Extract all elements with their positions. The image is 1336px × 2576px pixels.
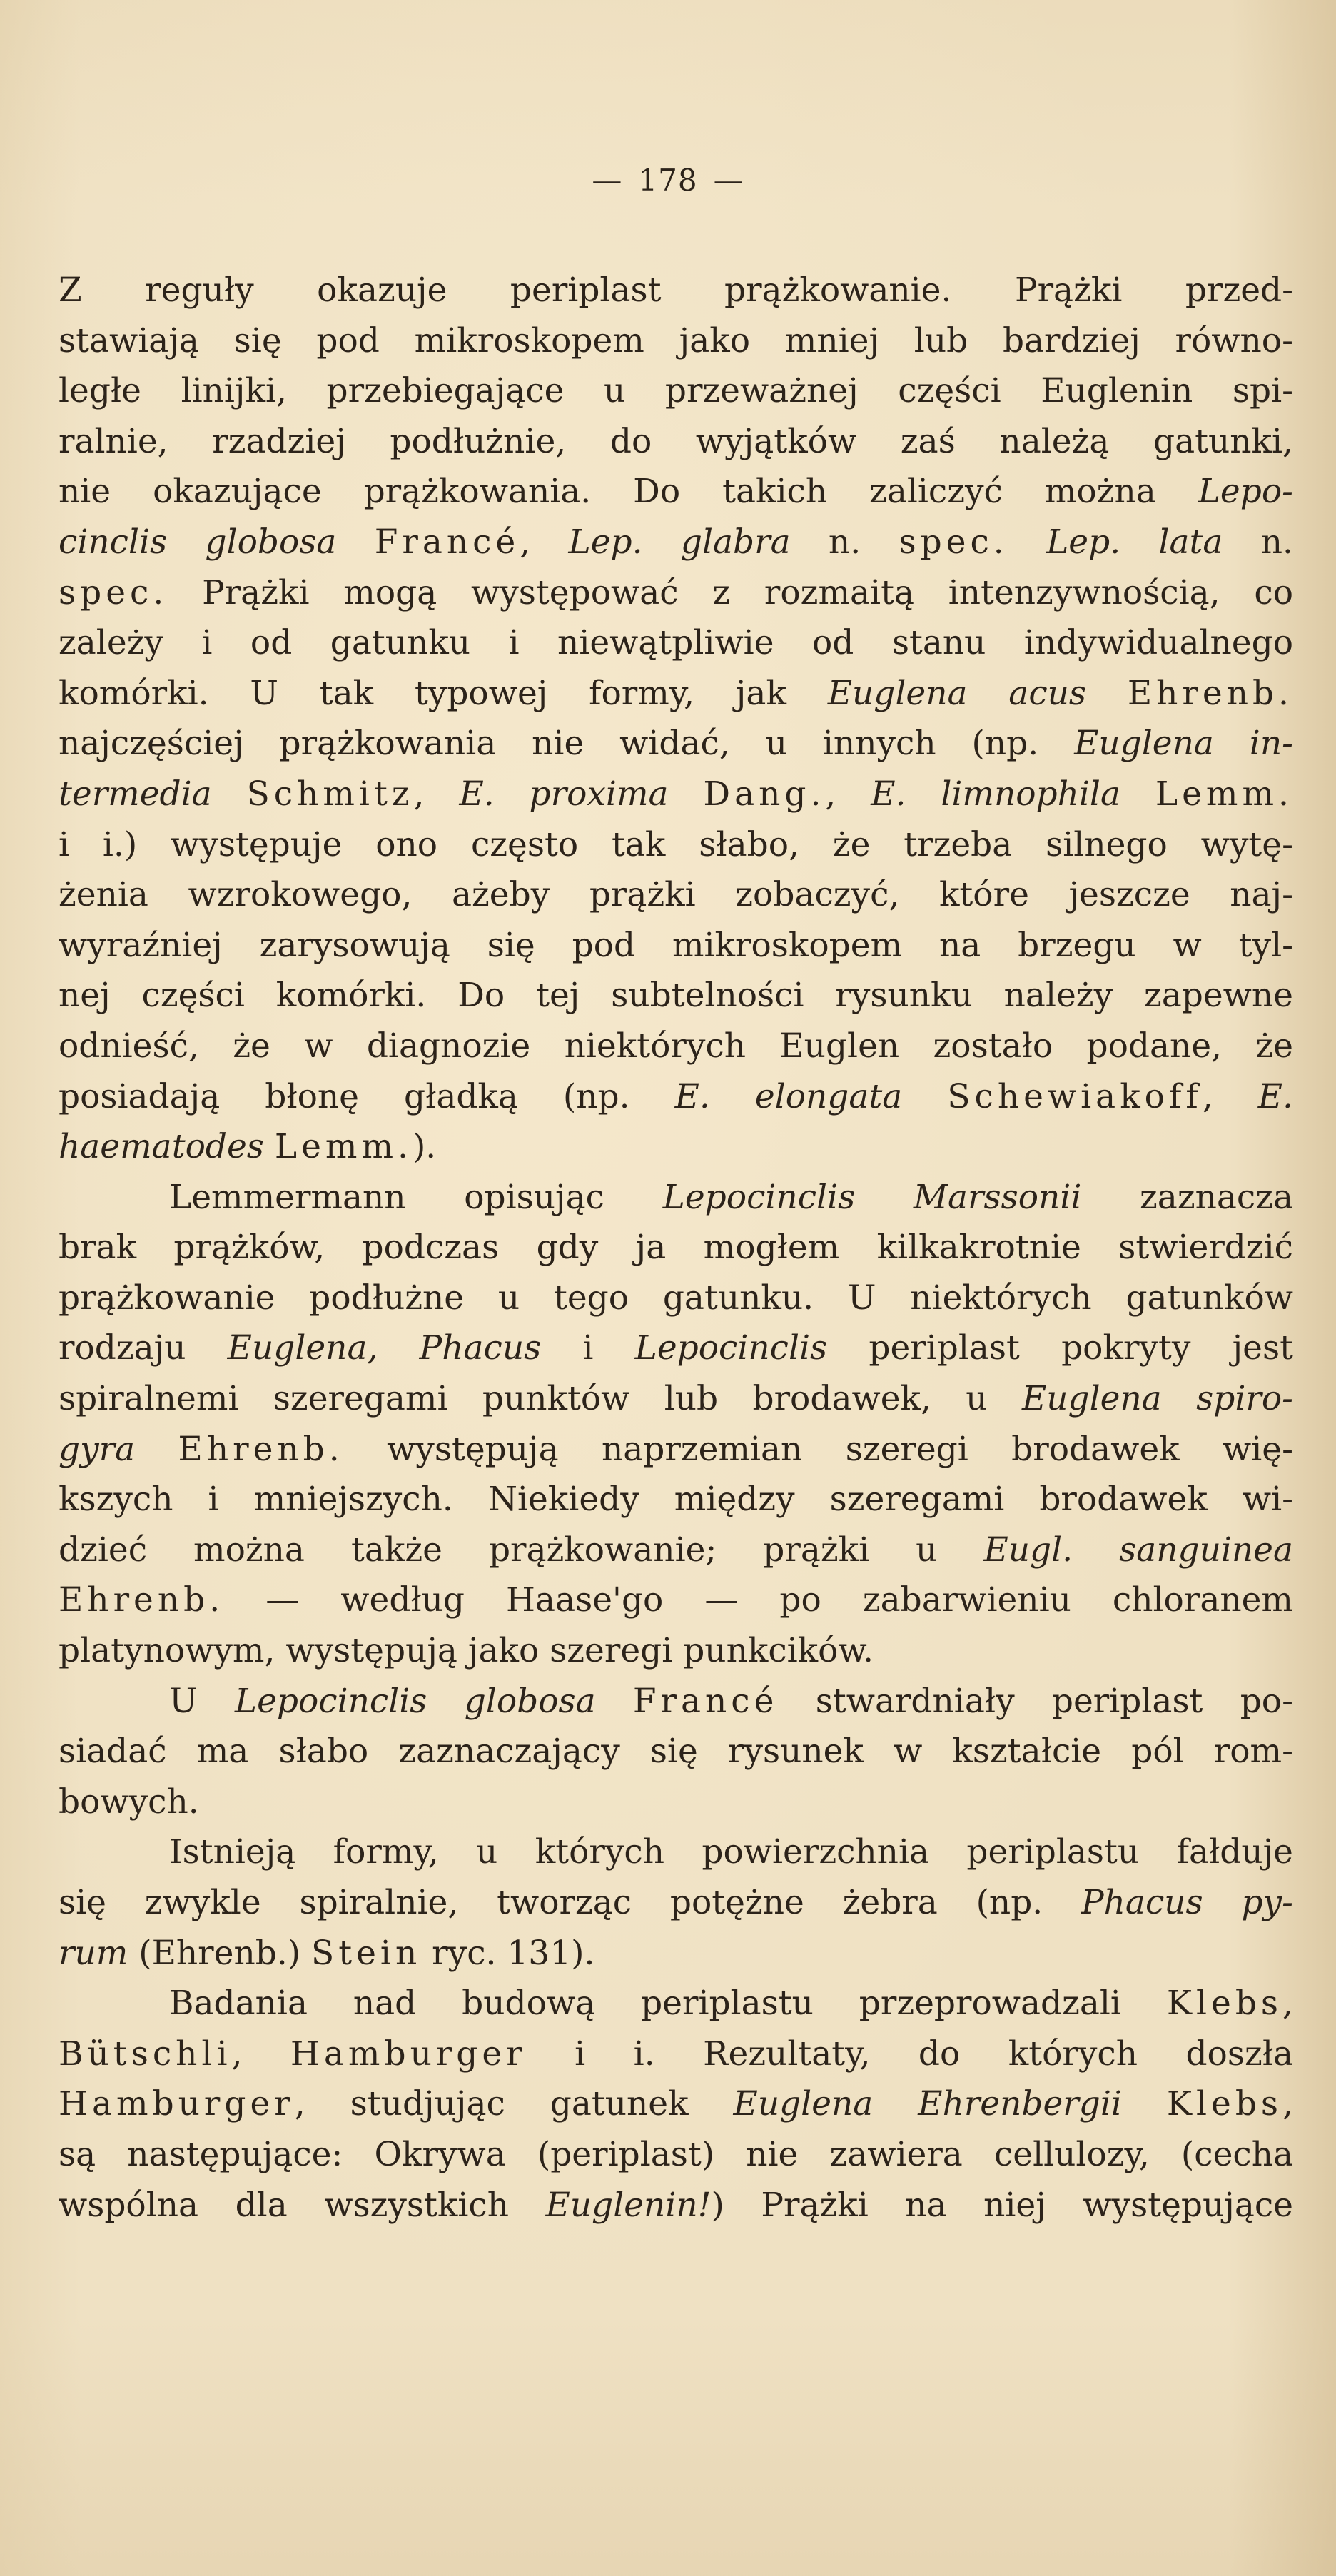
text-run: zależy i od gatunku i niewątpliwie od stanu indywidualnego [59, 623, 1293, 663]
text-run: dzieć można także prążkowanie; prążki u [59, 1530, 984, 1570]
italic-taxon: Euglena acus [827, 673, 1087, 713]
spaced-author-name: Lemm. [274, 1127, 413, 1167]
text-run: brak prążków, podczas gdy ja mogłem kilkakrotnie stwierdzić [59, 1228, 1293, 1268]
text-line [59, 1273, 1293, 1324]
text-line [59, 921, 1293, 971]
spaced-author-name: Lemm. [1155, 774, 1293, 814]
italic-taxon: Lep. glabra [568, 522, 791, 562]
text-line [59, 1929, 1293, 1979]
italic-taxon: E. limnophila [871, 774, 1120, 814]
text-run: ralnie, rzadziej podłużnie, do wyjątków zaś należą gatunki, [59, 421, 1293, 461]
italic-taxon: Euglenin! [545, 2185, 712, 2225]
text-run: n. [1223, 522, 1293, 562]
text-run: , [231, 2034, 290, 2074]
text-run: , [1202, 1076, 1258, 1116]
text-run: i i.) występuje ono często tak słabo, że trzeba silnego wytę- [59, 824, 1293, 864]
body-text [59, 266, 1293, 2231]
text-run: prążkowanie podłużne u tego gatunku. U niektórych gatunków [59, 1278, 1293, 1318]
text-line [59, 1677, 1293, 1727]
text-line [59, 2130, 1293, 2181]
text-run [135, 1430, 178, 1469]
text-line [59, 2079, 1293, 2130]
spaced-author-name: Ehrenb. [178, 1429, 344, 1469]
text-run [1122, 2084, 1167, 2123]
text-run [1008, 522, 1046, 562]
text-run: Prążki mogą występować z rozmaitą intenzywnością, co [168, 572, 1293, 612]
text-run: (Ehrenb.) [128, 1933, 312, 1973]
spaced-author-name: Francé [374, 522, 520, 562]
text-run: stawiają się pod mikroskopem jako mniej lub bardziej równo- [59, 320, 1293, 360]
text-line [59, 1072, 1293, 1123]
text-line [59, 1475, 1293, 1525]
text-line [59, 1878, 1293, 1929]
text-line [59, 618, 1293, 669]
italic-taxon: Lepocinclis [634, 1328, 828, 1368]
text-run: ryc. 131). [421, 1933, 595, 1973]
text-line [59, 467, 1293, 517]
italic-taxon: Eugl. sanguinea [983, 1530, 1293, 1570]
italic-taxon: Euglena in- [1074, 724, 1293, 764]
paragraph [59, 1677, 1293, 1828]
text-run: Z reguły okazuje periplast prążkowanie. Prążki przed- [59, 271, 1293, 310]
text-run [212, 774, 247, 814]
text-run: ). [412, 1127, 437, 1167]
spaced-author-name: Ehrenb. [59, 1580, 225, 1620]
text-run: Lemmermann opisując [169, 1177, 663, 1217]
spaced-author-name: Dang. [703, 774, 826, 814]
text-run: żenia wzrokowego, ażeby prążki zobaczyć, które jeszcze naj- [59, 875, 1293, 915]
text-line [59, 1323, 1293, 1374]
paragraph [59, 1173, 1293, 1677]
text-run: stwardniały periplast po- [778, 1681, 1293, 1721]
text-line [59, 1122, 1293, 1173]
italic-taxon: cinclis globosa [59, 522, 337, 562]
italic-taxon: haematodes [59, 1127, 264, 1167]
text-run: , [413, 774, 460, 814]
italic-taxon: E. elongata [674, 1076, 903, 1116]
text-line [59, 1223, 1293, 1273]
text-line [59, 971, 1293, 1021]
text-line [59, 1425, 1293, 1475]
italic-taxon: Euglena spiro- [1021, 1379, 1293, 1419]
text-run: nie okazujące prążkowania. Do takich zaliczyć można [59, 472, 1198, 512]
text-line [59, 2181, 1293, 2231]
text-run: , [1282, 2084, 1293, 2124]
text-run [669, 774, 704, 814]
italic-taxon: E. proxima [459, 774, 669, 814]
italic-taxon: Phacus py- [1081, 1883, 1293, 1922]
text-run: najczęściej prążkowania nie widać, u innych (np. [59, 724, 1075, 764]
text-line [59, 1374, 1293, 1425]
italic-taxon: Lepo- [1198, 472, 1293, 512]
text-run: się zwykle spiralnie, tworząc potężne żebra (np. [59, 1883, 1082, 1922]
text-run: i [541, 1328, 635, 1368]
text-run: wyraźniej zarysowują się pod mikroskopem na brzegu w tyl- [59, 925, 1293, 965]
italic-taxon: termedia [59, 774, 212, 814]
italic-taxon: Lep. lata [1046, 522, 1223, 562]
text-run: , studjując gatunek [294, 2084, 734, 2124]
text-line [59, 669, 1293, 719]
italic-taxon: Euglena Ehrenbergii [733, 2084, 1122, 2124]
text-line [59, 517, 1293, 568]
text-run: odnieść, że w diagnozie niektórych Euglen zostało podane, że [59, 1026, 1293, 1066]
page-number-dash-right: — [713, 163, 744, 198]
spaced-author-name: Stein [311, 1933, 422, 1973]
text-run: ległe linijki, przebiegające u przeważnej części Euglenin spi- [59, 371, 1293, 411]
italic-taxon: Lepocinclis Marssonii [662, 1177, 1082, 1217]
page-number [0, 163, 1336, 198]
text-line [59, 366, 1293, 417]
text-line [59, 1021, 1293, 1072]
text-run [596, 1682, 633, 1721]
text-run: U [169, 1681, 235, 1721]
text-run [336, 522, 374, 562]
text-line [59, 1525, 1293, 1576]
text-line [59, 769, 1293, 820]
text-run: są następujące: Okrywa (periplast) nie zawiera cellulozy, (cecha [59, 2134, 1293, 2174]
text-line [59, 1626, 1293, 1677]
text-line [59, 1979, 1293, 2029]
italic-taxon: E. [1257, 1076, 1293, 1116]
text-run: , [825, 774, 871, 814]
text-line [59, 820, 1293, 871]
page-number-dash-left: — [592, 163, 623, 198]
text-line [59, 568, 1293, 619]
text-line [59, 417, 1293, 468]
text-line [59, 870, 1293, 921]
text-run: nej części komórki. Do tej subtelności rysunku należy zapewne [59, 976, 1293, 1016]
text-line [59, 316, 1293, 367]
text-line [59, 1777, 1293, 1828]
italic-taxon: rum [59, 1933, 128, 1973]
text-run: wspólna dla wszystkich [59, 2185, 546, 2225]
text-run: siadać ma słabo zaznaczający się rysunek w kształcie pól rom- [59, 1732, 1293, 1772]
spaced-author-name: Klebs [1166, 1984, 1283, 2024]
spaced-author-name: spec. [899, 522, 1008, 562]
italic-taxon: Euglena, Phacus [227, 1328, 542, 1368]
page-number-value: 178 [638, 163, 698, 198]
text-run: , [1282, 1984, 1293, 2024]
italic-taxon: gyra [59, 1429, 136, 1469]
text-run: występują naprzemian szeregi brodawek wię- [343, 1429, 1293, 1469]
text-run [902, 1077, 947, 1116]
text-run: spiralnemi szeregami punktów lub brodawek, u [59, 1379, 1022, 1419]
text-run: ) Prążki na niej występujące [711, 2185, 1293, 2225]
spaced-author-name: Hamburger [59, 2084, 295, 2124]
paragraph [59, 1827, 1293, 1979]
text-run [1120, 774, 1155, 814]
spaced-author-name: Francé [632, 1681, 779, 1721]
spaced-author-name: Hamburger [290, 2034, 527, 2074]
text-run: i i. Rezultaty, do których doszła [526, 2034, 1293, 2074]
text-run [1086, 674, 1128, 713]
text-run: — według Haase'go — po zabarwieniu chloranem [224, 1580, 1293, 1620]
italic-taxon: Lepocinclis globosa [234, 1681, 596, 1721]
text-run: kszych i mniejszych. Niekiedy między szeregami brodawek wi- [59, 1480, 1293, 1520]
text-run: posiadają błonę gładką (np. [59, 1076, 675, 1116]
text-run: platynowym, występują jako szeregi punkcików. [59, 1631, 874, 1671]
text-line [59, 2029, 1293, 2080]
text-run: bowych. [59, 1782, 199, 1822]
text-line [59, 266, 1293, 316]
text-run: , [520, 522, 569, 562]
text-run: Badania nad budową periplastu przeprowadzali [169, 1984, 1167, 2024]
spaced-author-name: spec. [59, 572, 168, 612]
spaced-author-name: Bütschli [59, 2034, 232, 2074]
spaced-author-name: Ehrenb. [1127, 673, 1293, 713]
text-run: n. [790, 522, 899, 562]
spaced-author-name: Klebs [1166, 2084, 1283, 2124]
text-run: komórki. U tak typowej formy, jak [59, 673, 828, 713]
text-line [59, 1827, 1293, 1878]
spaced-author-name: Schewiakoff [947, 1076, 1203, 1116]
text-line [59, 1575, 1293, 1626]
text-line [59, 1173, 1293, 1223]
text-run: rodzaju [59, 1328, 228, 1368]
text-run: periplast pokryty jest [827, 1328, 1293, 1368]
text-run: Istnieją formy, u których powierzchnia periplastu fałduje [169, 1832, 1293, 1872]
text-line [59, 1727, 1293, 1777]
paragraph [59, 266, 1293, 1173]
text-run [264, 1127, 275, 1166]
spaced-author-name: Schmitz [246, 774, 414, 814]
paragraph [59, 1979, 1293, 2231]
text-line [59, 719, 1293, 769]
text-run: zaznacza [1081, 1177, 1293, 1217]
